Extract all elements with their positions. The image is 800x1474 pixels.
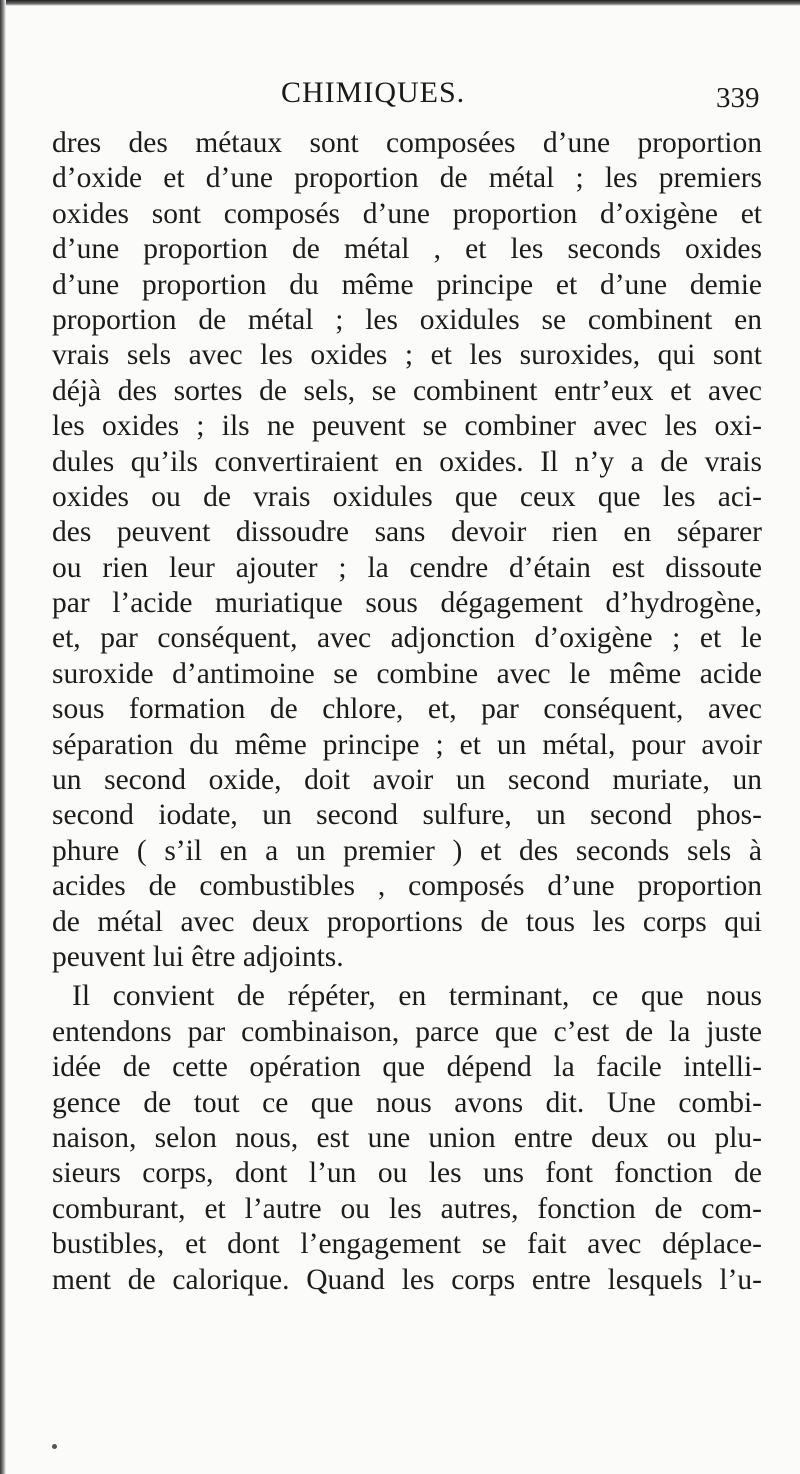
text-line: un second oxide, doit avoir un second muriate, un bbox=[52, 764, 762, 797]
text-line: dres des métaux sont composées d’une proportion bbox=[52, 127, 762, 159]
text-line: bustibles, et dont l’engagement se fait avec déplace- bbox=[52, 1228, 762, 1261]
page-number: 339 bbox=[716, 82, 760, 114]
text-line: entendons par combinaison, parce que c’est de la juste bbox=[52, 1015, 762, 1048]
text-line: oxides ou de vrais oxidules que ceux que les aci- bbox=[52, 480, 762, 513]
text-line: et, par conséquent, avec adjonction d’oxigène ; et le bbox=[52, 622, 762, 655]
text-line: vrais sels avec les oxides ; et les suroxides, qui sont bbox=[52, 339, 762, 372]
paragraph-2 bbox=[52, 979, 762, 1298]
running-head: CHIMIQUES. bbox=[281, 76, 466, 109]
text-line: des peuvent dissoudre sans devoir rien en séparer bbox=[52, 516, 762, 549]
text-line: suroxide d’antimoine se combine avec le même acide bbox=[52, 657, 762, 690]
text-line: déjà des sortes de sels, se combinent entr’eux et avec bbox=[52, 374, 762, 407]
ink-speck bbox=[52, 1444, 57, 1449]
text-line: proportion de métal ; les oxidules se combinent en bbox=[52, 303, 762, 336]
text-line: ment de calorique. Quand les corps entre lesquels l’u- bbox=[52, 1263, 762, 1296]
paragraph-1 bbox=[52, 126, 762, 975]
text-line: idée de cette opération que dépend la facile intelli- bbox=[52, 1051, 762, 1084]
text-line: phure ( s’il en a un premier ) et des seconds sels à bbox=[52, 834, 762, 867]
text-line: d’une proportion de métal , et les seconds oxides bbox=[52, 233, 762, 266]
text-line: d’une proportion du même principe et d’une demie bbox=[52, 268, 762, 301]
body-text bbox=[52, 126, 762, 1298]
text-line: Il convient de répéter, en terminant, ce que nous bbox=[72, 980, 762, 1013]
text-line: oxides sont composés d’une proportion d’oxigène et bbox=[52, 197, 762, 230]
text-line: second iodate, un second sulfure, un second phos- bbox=[52, 799, 762, 832]
page-top-edge-shadow bbox=[0, 0, 800, 6]
text-line: dules qu’ils convertiraient en oxides. Il n’y a de vrais bbox=[52, 445, 762, 478]
text-line: de métal avec deux proportions de tous les corps qui bbox=[52, 905, 762, 938]
text-line-last: peuvent lui être adjoints. bbox=[52, 940, 344, 973]
page-left-edge-shadow bbox=[0, 0, 6, 1474]
text-line: naison, selon nous, est une union entre deux ou plu- bbox=[52, 1121, 762, 1154]
text-line: comburant, et l’autre ou les autres, fonction de com- bbox=[52, 1192, 762, 1225]
text-line: d’oxide et d’une proportion de métal ; les premiers bbox=[52, 162, 762, 195]
text-line: séparation du même principe ; et un métal, pour avoir bbox=[52, 728, 762, 761]
text-line: ou rien leur ajouter ; la cendre d’étain est dissoute bbox=[52, 551, 762, 584]
text-line: sieurs corps, dont l’un ou les uns font fonction de bbox=[52, 1157, 762, 1190]
text-line: gence de tout ce que nous avons dit. Une combi- bbox=[52, 1086, 762, 1119]
text-line: sous formation de chlore, et, par conséquent, avec bbox=[52, 693, 762, 726]
text-line: par l’acide muriatique sous dégagement d’hydrogène, bbox=[52, 587, 762, 620]
text-line: acides de combustibles , composés d’une proportion bbox=[52, 870, 762, 903]
page-header bbox=[0, 76, 800, 116]
text-line: les oxides ; ils ne peuvent se combiner avec les oxi- bbox=[52, 410, 762, 443]
